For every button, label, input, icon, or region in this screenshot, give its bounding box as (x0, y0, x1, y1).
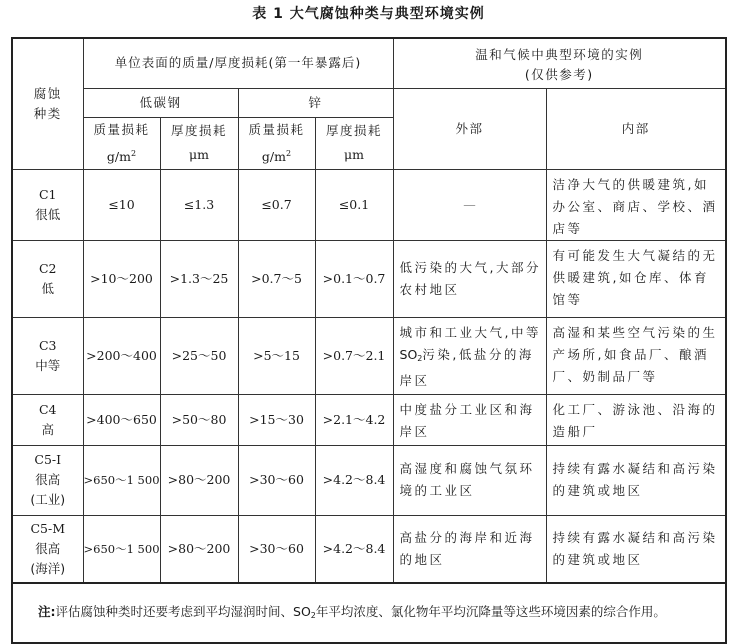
exterior-text-pre: 城市和工业大气,中等 (399, 324, 541, 340)
steel-mass-cell: >650～1 500 (83, 445, 160, 515)
header-examples-line2: (仅供参考) (524, 67, 594, 82)
zinc-thickness-cell: >4.2～8.4 (315, 515, 393, 583)
zinc-thickness-cell: >0.7～2.1 (315, 317, 393, 394)
zinc-thickness-cell: >0.1～0.7 (315, 240, 393, 317)
exterior-text: 中度盐分工业区和海岸区 (399, 401, 535, 439)
thickness-loss-label: 厚度损耗 (326, 123, 383, 139)
table-note (12, 583, 726, 643)
table-row (12, 515, 726, 583)
header-zinc: 锌 (238, 88, 393, 117)
exterior-cell (393, 240, 546, 317)
category-cell (12, 394, 83, 445)
steel-thickness-cell: >50～80 (160, 394, 238, 445)
mass-unit-base: g/m (106, 148, 131, 164)
steel-mass-cell: >650～1 500 (83, 515, 160, 583)
category-code: C5-M (30, 520, 66, 536)
so2-base: SO (293, 603, 311, 619)
header-examples-group (393, 38, 726, 88)
category-cell (12, 515, 83, 583)
table-row (12, 240, 726, 317)
exterior-text: 高盐分的海岸和近海的地区 (399, 529, 535, 567)
interior-text: 洁净大气的供暖建筑,如办公室、商店、学校、酒店等 (552, 176, 718, 236)
table-row (12, 169, 726, 240)
note-prefix: 注: (38, 603, 56, 619)
so2-sub: 2 (417, 353, 423, 363)
header-category (12, 38, 83, 169)
exterior-cell (393, 317, 546, 394)
interior-text: 高湿和某些空气污染的生产场所,如食品厂、酿酒厂、奶制品厂等 (552, 324, 718, 384)
zinc-thickness-cell: >4.2～8.4 (315, 445, 393, 515)
category-cell (12, 169, 83, 240)
mass-unit-exp: 2 (286, 148, 292, 158)
mass-loss-label: 质量损耗 (93, 121, 150, 137)
exterior-text: 低污染的大气,大部分农村地区 (399, 259, 541, 297)
header-exterior: 外部 (393, 88, 546, 169)
category-cell (12, 445, 83, 515)
interior-cell (546, 445, 726, 515)
header-category-line1: 腐蚀 (33, 85, 62, 101)
header-zinc-thickness (315, 117, 393, 169)
header-zinc-mass (238, 117, 315, 169)
interior-text: 化工厂、游泳池、沿海的造船厂 (552, 401, 718, 439)
interior-cell (546, 394, 726, 445)
category-code: C2 (38, 260, 57, 276)
thickness-unit: μm (189, 147, 209, 163)
mass-loss-label: 质量损耗 (248, 121, 305, 137)
category-name: 很低 (35, 206, 61, 222)
header-category-line2: 种类 (33, 105, 62, 121)
interior-cell (546, 317, 726, 394)
zinc-mass-cell: >30～60 (238, 445, 315, 515)
header-steel-thickness (160, 117, 238, 169)
header-interior: 内部 (546, 88, 726, 169)
table-row (12, 394, 726, 445)
thickness-unit: μm (344, 147, 364, 163)
interior-cell (546, 240, 726, 317)
mass-unit (239, 142, 315, 169)
interior-cell (546, 515, 726, 583)
header-examples-line1: 温和气候中典型环境的实例 (475, 47, 644, 62)
category-name: 很高 (35, 540, 61, 556)
table-title: 表 1 大气腐蚀种类与典型环境实例 (252, 6, 485, 22)
so2-formula (400, 347, 423, 362)
category-name: 很高 (35, 472, 61, 488)
interior-cell (546, 169, 726, 240)
exterior-cell (393, 394, 546, 445)
zinc-thickness-cell: >2.1～4.2 (315, 394, 393, 445)
category-name: 低 (41, 280, 54, 296)
steel-mass-cell: ≤10 (83, 169, 160, 240)
category-code: C4 (38, 401, 57, 417)
zinc-thickness-cell: ≤0.1 (315, 169, 393, 240)
category-sub: (海洋) (30, 560, 66, 576)
exterior-text-post: 污染,低盐分的海岸区 (399, 346, 534, 388)
so2-base: SO (399, 346, 418, 362)
note-text-post: 年平均浓度、氯化物年平均沉降量等这些环境因素的综合作用。 (315, 603, 666, 619)
table-row (12, 317, 726, 394)
interior-text: 有可能发生大气凝结的无供暖建筑,如仓库、体育馆等 (552, 247, 718, 307)
steel-thickness-cell: >80～200 (160, 515, 238, 583)
header-low-carbon-steel: 低碳钢 (83, 88, 238, 117)
note-row (12, 583, 726, 643)
thickness-loss-label: 厚度损耗 (171, 123, 228, 139)
interior-text: 持续有露水凝结和高污染的建筑或地区 (552, 529, 718, 567)
zinc-mass-cell: >15～30 (238, 394, 315, 445)
steel-thickness-cell: >25～50 (160, 317, 238, 394)
exterior-text: 高湿度和腐蚀气氛环境的工业区 (399, 461, 535, 499)
steel-thickness-cell: ≤1.3 (160, 169, 238, 240)
category-code: C1 (38, 186, 57, 202)
category-code: C3 (38, 337, 57, 353)
exterior-cell: — (393, 169, 546, 240)
exterior-cell (393, 445, 546, 515)
steel-thickness-cell: >1.3～25 (160, 240, 238, 317)
category-name: 中等 (35, 357, 61, 373)
mass-unit-base: g/m (261, 148, 286, 164)
mass-unit-exp: 2 (131, 148, 137, 158)
so2-sub: 2 (310, 610, 316, 620)
exterior-text (400, 318, 542, 392)
exterior-cell (393, 515, 546, 583)
header-loss-group: 单位表面的质量/厚度损耗(第一年暴露后) (83, 38, 393, 88)
zinc-mass-cell: >5～15 (238, 317, 315, 394)
zinc-mass-cell: >30～60 (238, 515, 315, 583)
steel-mass-cell: >400～650 (83, 394, 160, 445)
corrosion-table (11, 37, 727, 644)
table-row (12, 445, 726, 515)
note-text-pre: 评估腐蚀种类时还要考虑到平均湿润时间、 (55, 603, 294, 619)
category-cell (12, 317, 83, 394)
header-steel-mass (83, 117, 160, 169)
category-sub: (工业) (30, 492, 66, 508)
zinc-mass-cell: >0.7～5 (238, 240, 315, 317)
steel-mass-cell: >10～200 (83, 240, 160, 317)
category-name: 高 (41, 421, 54, 437)
interior-text: 持续有露水凝结和高污染的建筑或地区 (552, 461, 718, 499)
mass-unit (84, 142, 160, 169)
zinc-mass-cell: ≤0.7 (238, 169, 315, 240)
category-code: C5-I (34, 452, 62, 468)
category-cell (12, 240, 83, 317)
steel-mass-cell: >200～400 (83, 317, 160, 394)
steel-thickness-cell: >80～200 (160, 445, 238, 515)
note-so2 (293, 604, 316, 619)
